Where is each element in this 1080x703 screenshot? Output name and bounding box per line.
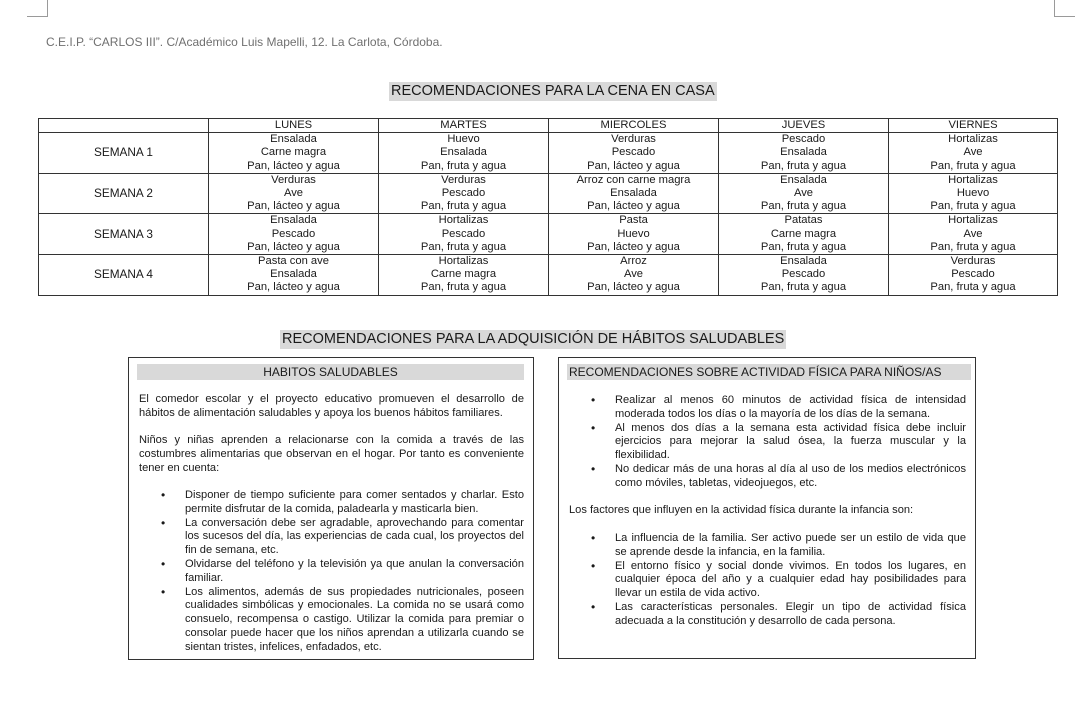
list-item: • Las características personales. Elegir un tipo de actividad física adecuada a la constitución y desarrollo de cada persona. <box>569 601 966 629</box>
menu-item: Pescado <box>611 146 656 159</box>
menu-item: Ave <box>793 187 814 200</box>
activity-list <box>569 394 966 491</box>
table-row <box>39 214 1058 255</box>
menu-item: Pan, fruta y agua <box>760 281 847 294</box>
menu-item: Pan, lácteo y agua <box>247 200 340 213</box>
menu-item: Pan, fruta y agua <box>930 200 1016 213</box>
dinner-menu-table <box>38 118 1058 296</box>
menu-item: Ave <box>963 227 983 240</box>
menu-item: Pescado <box>271 227 316 240</box>
menu-cell <box>209 255 379 296</box>
habits-title: RECOMENDACIONES PARA LA ADQUISICIÓN DE HÁBITOS SALUDABLES <box>282 331 785 347</box>
menu-item: Pan, fruta y agua <box>420 200 507 213</box>
menu-item: Pescado <box>781 133 826 146</box>
menu-item: Pan, fruta y agua <box>420 281 507 294</box>
list-item: • Al menos dos días a la semana esta actividad física debe incluir ejercicios para mejorar la salud ósea, la fuerza muscular y la flexibilidad. <box>569 422 966 463</box>
menu-item: Pan, lácteo y agua <box>247 281 340 294</box>
menu-cell <box>549 173 719 214</box>
menu-item: Huevo <box>956 187 990 200</box>
menu-item: Pan, fruta y agua <box>420 240 507 253</box>
day-header: JUEVES <box>719 119 889 133</box>
menu-item: Pan, lácteo y agua <box>587 200 680 213</box>
menu-item: Pescado <box>441 227 486 240</box>
day-header: VIERNES <box>889 119 1058 133</box>
day-header: LUNES <box>209 119 379 133</box>
menu-item: Carne magra <box>260 146 327 159</box>
menu-item: Pan, lácteo y agua <box>247 159 340 172</box>
menu-item: Pasta <box>619 214 648 227</box>
week-label: SEMANA 2 <box>39 173 209 214</box>
menu-item: Pescado <box>441 187 486 200</box>
menu-cell <box>719 255 889 296</box>
list-item: • Disponer de tiempo suficiente para comer sentados y charlar. Esto permite disfrutar de la comida, paladearla y masticarla bien. <box>139 489 524 517</box>
healthy-habits-box <box>128 357 534 660</box>
physical-activity-heading: RECOMENDACIONES SOBRE ACTIVIDAD FÍSICA PARA NIÑOS/AS <box>567 364 971 380</box>
menu-item: Ensalada <box>440 146 487 159</box>
table-row <box>39 133 1058 174</box>
menu-item: Hortalizas <box>438 255 489 268</box>
menu-item: Ave <box>963 146 983 159</box>
paragraph: Niños y niñas aprenden a relacionarse con la comida a través de las costumbres alimentarias que observan en el hogar. Por tanto es conveniente tener en cuenta: <box>139 434 524 474</box>
menu-item: Pan, fruta y agua <box>930 159 1016 172</box>
list-item: • Olvidarse del teléfono y la televisión ya que anulan la conversación familiar. <box>139 558 524 586</box>
menu-item: Carne magra <box>770 227 837 240</box>
menu-cell <box>889 214 1058 255</box>
menu-item: Pan, fruta y agua <box>760 200 847 213</box>
menu-item: Ensalada <box>780 146 827 159</box>
menu-item: Huevo <box>447 133 480 146</box>
list-item: • Los alimentos, además de sus propiedades nutricionales, poseen cualidades simbólicas y emocionales. La comida no se usará como consuelo, recompensa o castigo. Utilizar la comida para premiar o consolar puede hacer que los niños aprendan a utilizarla cuando se sientan tristes, infelices, enfadados, etc. <box>139 586 524 655</box>
list-item: • Realizar al menos 60 minutos de actividad física de intensidad moderada todos los días o la mayoría de los días de la semana. <box>569 394 966 422</box>
menu-item: Ensalada <box>780 255 827 268</box>
menu-item: Pan, lácteo y agua <box>587 281 680 294</box>
school-header: C.E.I.P. “CARLOS III”. C/Académico Luis Mapelli, 12. La Carlota, Córdoba. <box>46 35 443 49</box>
menu-cell <box>719 214 889 255</box>
menu-item: Pan, fruta y agua <box>420 159 507 172</box>
menu-item: Pescado <box>951 268 995 281</box>
menu-item: Ave <box>283 187 304 200</box>
physical-activity-box <box>558 357 976 659</box>
menu-item: Huevo <box>617 227 650 240</box>
menu-item: Ensalada <box>780 173 827 186</box>
menu-item: Verduras <box>950 255 996 268</box>
menu-cell <box>379 133 549 174</box>
menu-item: Verduras <box>271 173 316 186</box>
table-header-row <box>39 119 1058 133</box>
paragraph: El comedor escolar y el proyecto educativo promueven el desarrollo de hábitos de alimentación saludables y apoya los buenos hábitos familiares. <box>139 393 524 419</box>
menu-cell <box>209 133 379 174</box>
menu-item: Verduras <box>441 173 486 186</box>
menu-item: Pan, fruta y agua <box>760 159 847 172</box>
menu-cell <box>719 173 889 214</box>
menu-item: Verduras <box>611 133 656 146</box>
menu-item: Patatas <box>784 214 823 227</box>
week-label: SEMANA 4 <box>39 255 209 296</box>
list-item: • No dedicar más de una horas al día al uso de los medios electrónicos como móviles, tabletas, videojuegos, etc. <box>569 463 966 491</box>
menu-cell <box>719 133 889 174</box>
list-item: • La conversación debe ser agradable, aprovechando para comentar los sucesos del día, las experiencias de cada cual, los proyectos del fin de semana, etc. <box>139 517 524 558</box>
factors-list <box>569 532 966 629</box>
menu-item: Pan, lácteo y agua <box>587 240 680 253</box>
menu-cell <box>379 255 549 296</box>
menu-item: Carne magra <box>430 268 497 281</box>
menu-item: Ensalada <box>610 187 657 200</box>
day-header: MIERCOLES <box>549 119 719 133</box>
menu-cell <box>549 214 719 255</box>
menu-item: Ensalada <box>270 214 317 227</box>
menu-cell <box>889 133 1058 174</box>
menu-item: Arroz con carne magra <box>576 173 691 186</box>
menu-item: Ensalada <box>270 268 317 281</box>
menu-item: Pasta con ave <box>258 255 329 268</box>
menu-item: Hortalizas <box>438 214 489 227</box>
menu-item: Pan, fruta y agua <box>930 240 1016 253</box>
menu-item: Pan, lácteo y agua <box>247 240 340 253</box>
list-item: • La influencia de la familia. Ser activo puede ser un estilo de vida que se aprende desde la infancia, en la familia. <box>569 532 966 560</box>
menu-cell <box>549 255 719 296</box>
menu-cell <box>549 133 719 174</box>
menu-item: Ensalada <box>270 133 317 146</box>
menu-item: Pescado <box>781 268 826 281</box>
page-corner-mark-right <box>1054 0 1075 17</box>
menu-cell <box>379 173 549 214</box>
list-item: • El entorno físico y social donde vivimos. En todos los lugares, en cualquier época del año y a cualquier edad hay posibilidades para llevar un estila de vida activo. <box>569 560 966 601</box>
habits-list <box>139 489 524 655</box>
week-label: SEMANA 1 <box>39 133 209 174</box>
menu-item: Pan, lácteo y agua <box>587 159 680 172</box>
menu-cell <box>889 173 1058 214</box>
corner-cell <box>39 119 209 133</box>
table-row <box>39 173 1058 214</box>
day-header: MARTES <box>379 119 549 133</box>
table-row <box>39 255 1058 296</box>
healthy-habits-heading: HABITOS SALUDABLES <box>137 364 524 380</box>
week-label: SEMANA 3 <box>39 214 209 255</box>
menu-cell <box>209 214 379 255</box>
menu-cell <box>379 214 549 255</box>
menu-item: Hortalizas <box>948 173 998 186</box>
factors-intro: Los factores que influyen en la actividad física durante la infancia son: <box>569 504 914 516</box>
dinner-title: RECOMENDACIONES PARA LA CENA EN CASA <box>391 83 715 99</box>
menu-cell <box>889 255 1058 296</box>
menu-cell <box>209 173 379 214</box>
menu-item: Ave <box>623 268 644 281</box>
menu-item: Pan, fruta y agua <box>760 240 847 253</box>
menu-item: Hortalizas <box>948 133 998 146</box>
page-corner-mark-left <box>27 0 48 17</box>
menu-item: Hortalizas <box>948 214 998 227</box>
menu-item: Pan, fruta y agua <box>930 281 1016 294</box>
menu-item: Arroz <box>620 255 647 268</box>
